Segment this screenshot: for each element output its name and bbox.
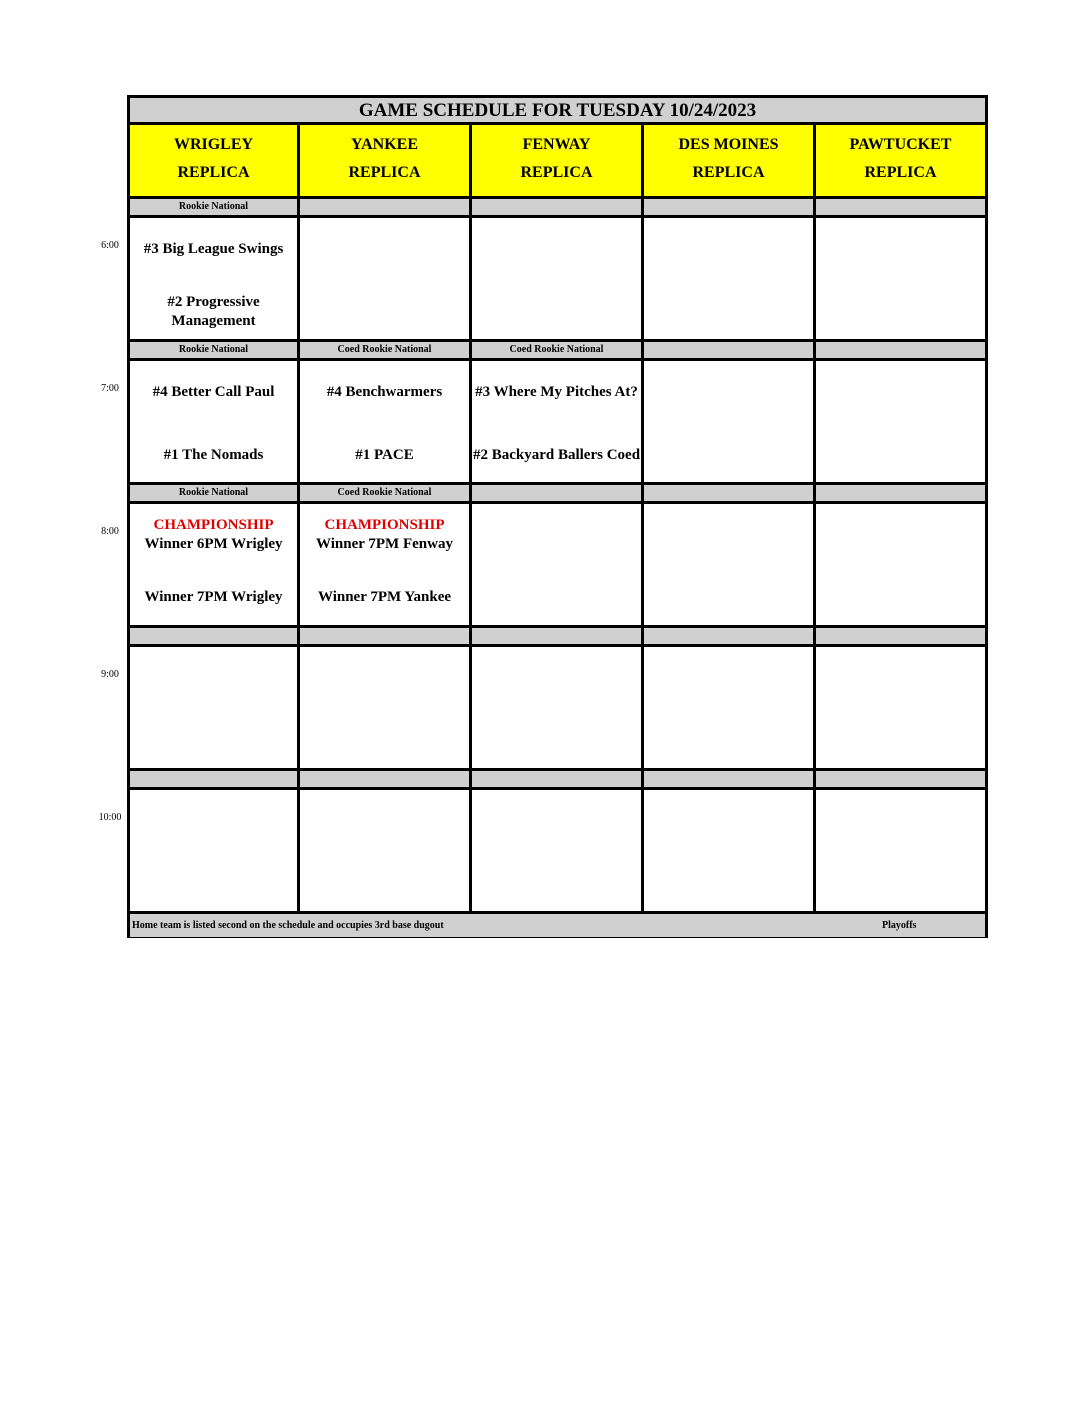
field-name: DES MOINES — [678, 135, 779, 153]
division-label — [816, 342, 985, 358]
game-cell — [644, 361, 816, 482]
field-name: WRIGLEY — [173, 135, 254, 153]
field-header-wrigley — [130, 125, 300, 196]
home-team: #2 Backyard Ballers Coed — [472, 447, 641, 463]
division-label — [472, 771, 644, 787]
game-cell — [644, 504, 816, 625]
home-team: Winner 7PM Wrigley — [144, 589, 283, 605]
division-label — [816, 199, 985, 215]
division-label — [644, 485, 816, 501]
game-row — [130, 790, 985, 914]
home-team: #1 The Nomads — [163, 447, 264, 463]
game-cell — [130, 790, 300, 911]
division-label — [472, 485, 644, 501]
game-cell — [130, 647, 300, 768]
division-label — [644, 342, 816, 358]
game-cell — [472, 790, 644, 911]
division-label — [130, 628, 300, 644]
field-name: FENWAY — [522, 135, 591, 153]
game-cell — [816, 361, 985, 482]
division-label — [472, 199, 644, 215]
game-cell — [300, 647, 472, 768]
division-label — [816, 485, 985, 501]
division-label: Rookie National — [130, 199, 300, 215]
game-cell — [300, 790, 472, 911]
division-label: Coed Rookie National — [472, 342, 644, 358]
home-team: #2 Progressive Management — [167, 294, 260, 329]
home-team: #1 PACE — [355, 447, 414, 463]
division-label — [300, 628, 472, 644]
game-cell — [644, 790, 816, 911]
championship-label: CHAMPIONSHIP — [153, 517, 274, 533]
away-team: #3 Where My Pitches At? — [475, 384, 638, 400]
time-label: 10:00 — [98, 812, 122, 823]
game-cell — [130, 361, 300, 482]
division-row — [130, 771, 985, 790]
game-cell — [472, 361, 644, 482]
game-row — [130, 361, 985, 485]
game-cell — [300, 218, 472, 339]
game-cell — [644, 218, 816, 339]
time-label: 8:00 — [101, 526, 119, 537]
field-sub: REPLICA — [520, 163, 593, 181]
division-row — [130, 485, 985, 504]
game-row — [130, 504, 985, 628]
game-cell — [816, 218, 985, 339]
division-label — [644, 771, 816, 787]
field-sub: REPLICA — [864, 163, 937, 181]
division-label — [300, 199, 472, 215]
field-header-row — [130, 125, 985, 199]
field-header-pawtucket — [816, 125, 985, 196]
schedule-sheet — [127, 95, 988, 938]
division-label — [816, 771, 985, 787]
division-label — [472, 628, 644, 644]
game-cell — [130, 504, 300, 625]
game-cell — [644, 647, 816, 768]
away-team: #3 Big League Swings — [143, 241, 284, 257]
footer-note: Home team is listed second on the schedule and occupies 3rd base dugout — [132, 920, 444, 931]
game-cell — [816, 647, 985, 768]
time-label: 7:00 — [101, 383, 119, 394]
field-sub: REPLICA — [692, 163, 765, 181]
division-label — [644, 199, 816, 215]
footer-tag: Playoffs — [882, 920, 917, 931]
game-cell — [816, 504, 985, 625]
time-label: 6:00 — [101, 240, 119, 251]
division-row — [130, 342, 985, 361]
game-cell — [130, 218, 300, 339]
division-row — [130, 199, 985, 218]
game-cell — [300, 504, 472, 625]
field-name: YANKEE — [351, 135, 418, 153]
away-team: Winner 7PM Fenway — [316, 536, 453, 552]
field-header-des-moines — [644, 125, 816, 196]
game-cell — [472, 504, 644, 625]
field-name: PAWTUCKET — [849, 135, 952, 153]
game-cell — [300, 361, 472, 482]
game-row — [130, 218, 985, 342]
schedule-title: GAME SCHEDULE FOR TUESDAY 10/24/2023 — [130, 98, 985, 125]
division-label — [644, 628, 816, 644]
game-row — [130, 647, 985, 771]
division-label — [130, 771, 300, 787]
away-team: #4 Better Call Paul — [152, 384, 275, 400]
game-cell — [472, 647, 644, 768]
division-label: Rookie National — [130, 485, 300, 501]
division-label — [300, 771, 472, 787]
away-team: Winner 6PM Wrigley — [144, 536, 283, 552]
away-team: #4 Benchwarmers — [326, 384, 443, 400]
game-cell — [472, 218, 644, 339]
field-sub: REPLICA — [177, 163, 250, 181]
division-label: Rookie National — [130, 342, 300, 358]
division-label — [816, 628, 985, 644]
division-label: Coed Rookie National — [300, 342, 472, 358]
schedule-footer — [130, 914, 985, 937]
time-label: 9:00 — [101, 669, 119, 680]
home-team: Winner 7PM Yankee — [317, 589, 452, 605]
game-cell — [816, 790, 985, 911]
field-sub: REPLICA — [348, 163, 421, 181]
division-label: Coed Rookie National — [300, 485, 472, 501]
championship-label: CHAMPIONSHIP — [324, 517, 445, 533]
field-header-fenway — [472, 125, 644, 196]
field-header-yankee — [300, 125, 472, 196]
division-row — [130, 628, 985, 647]
